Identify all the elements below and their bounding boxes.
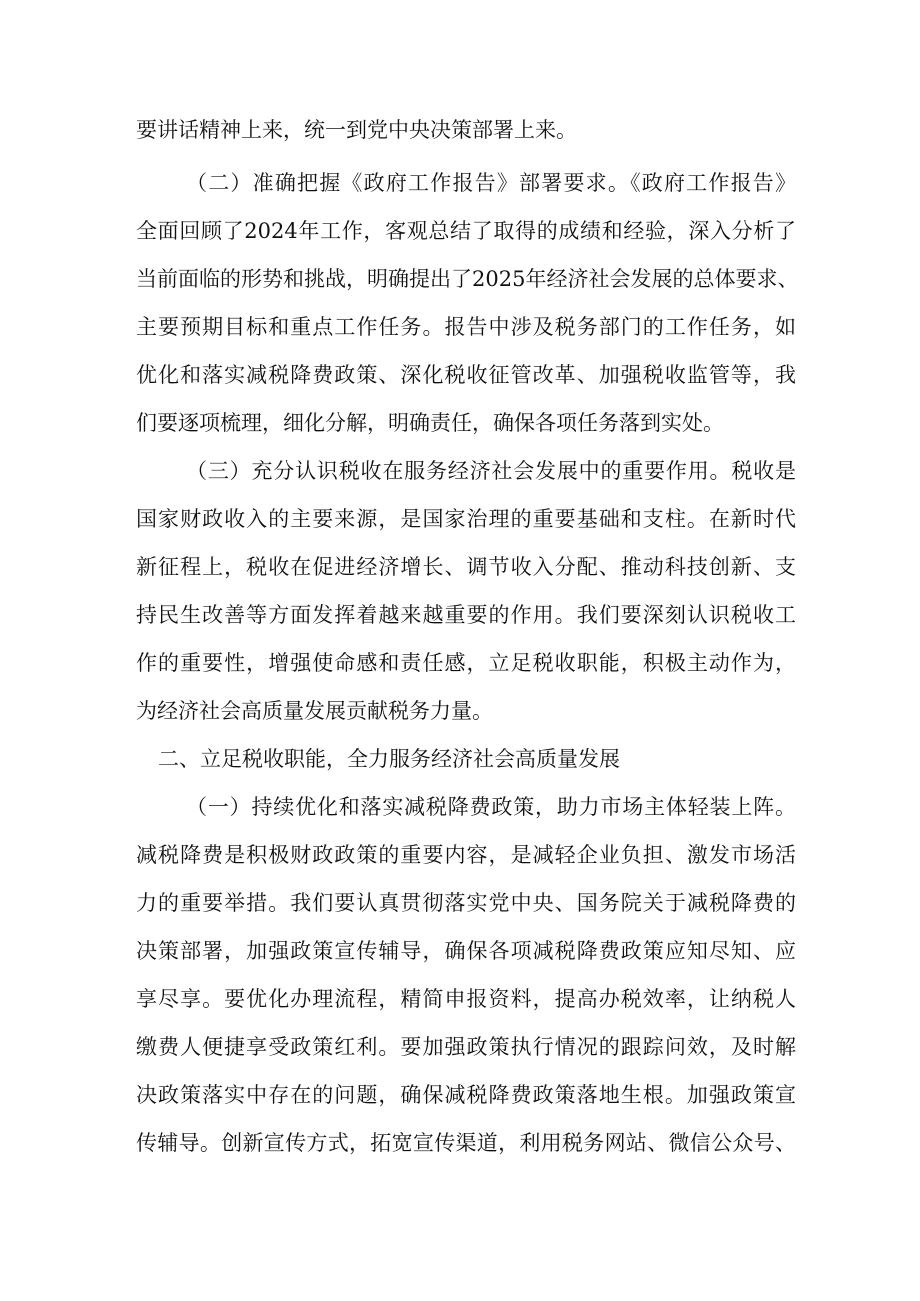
text-line: 们要逐项梳理，细化分解，明确责任，确保各项任务落到实处。 bbox=[136, 411, 724, 435]
text-line: 国家财政收入的主要来源，是国家治理的重要基础和支柱。在新时代 bbox=[136, 507, 796, 531]
text-line: 新征程上，税收在促进经济增长、调节收入分配、推动科技创新、支 bbox=[136, 555, 796, 579]
text-line: 作的重要性，增强使命感和责任感，立足税收职能，积极主动作为， bbox=[136, 651, 796, 675]
text-line: 优化和落实减税降费政策、深化税收征管改革、加强税收监管等，我 bbox=[136, 363, 796, 387]
text-line: 当前面临的形势和挑战，明确提出了2025年经济社会发展的总体要求、 bbox=[136, 267, 799, 291]
text-line: 决策部署，加强政策宣传辅导，确保各项减税降费政策应知尽知、应 bbox=[136, 939, 796, 963]
text-line: 缴费人便捷享受政策红利。要加强政策执行情况的跟踪问效，及时解 bbox=[136, 1035, 796, 1059]
text-line: 减税降费是积极财政政策的重要内容，是减轻企业负担、激发市场活 bbox=[136, 843, 796, 867]
text-line: 持民生改善等方面发挥着越来越重要的作用。我们要深刻认识税收工 bbox=[136, 603, 796, 627]
text-line: 传辅导。创新宣传方式，拓宽宣传渠道，利用税务网站、微信公众号、 bbox=[136, 1131, 796, 1155]
text-line: 享尽享。要优化办理流程，精简申报资料，提高办税效率，让纳税人 bbox=[136, 987, 796, 1011]
text-line: 为经济社会高质量发展贡献税务力量。 bbox=[136, 699, 493, 723]
section-heading-1: （一）持续优化和落实减税降费政策，助力市场主体轻装上阵。 bbox=[186, 795, 796, 819]
text-line: 力的重要举措。我们要认真贯彻落实党中央、国务院关于减税降费的 bbox=[136, 891, 796, 915]
section-heading-3: （三）充分认识税收在服务经济社会发展中的重要作用。税收是 bbox=[186, 459, 796, 483]
text-line: 决政策落实中存在的问题，确保减税降费政策落地生根。加强政策宣 bbox=[136, 1083, 796, 1107]
text-line: 全面回顾了2024年工作，客观总结了取得的成绩和经验，深入分析了 bbox=[136, 219, 796, 243]
text-line: 要讲话精神上来，统一到党中央决策部署上来。 bbox=[136, 118, 577, 142]
text-line: 主要预期目标和重点工作任务。报告中涉及税务部门的工作任务，如 bbox=[136, 315, 796, 339]
chapter-heading-2: 二、立足税收职能，全力服务经济社会高质量发展 bbox=[158, 747, 620, 771]
section-heading-2: （二）准确把握《政府工作报告》部署要求。《政府工作报告》 bbox=[186, 171, 796, 195]
